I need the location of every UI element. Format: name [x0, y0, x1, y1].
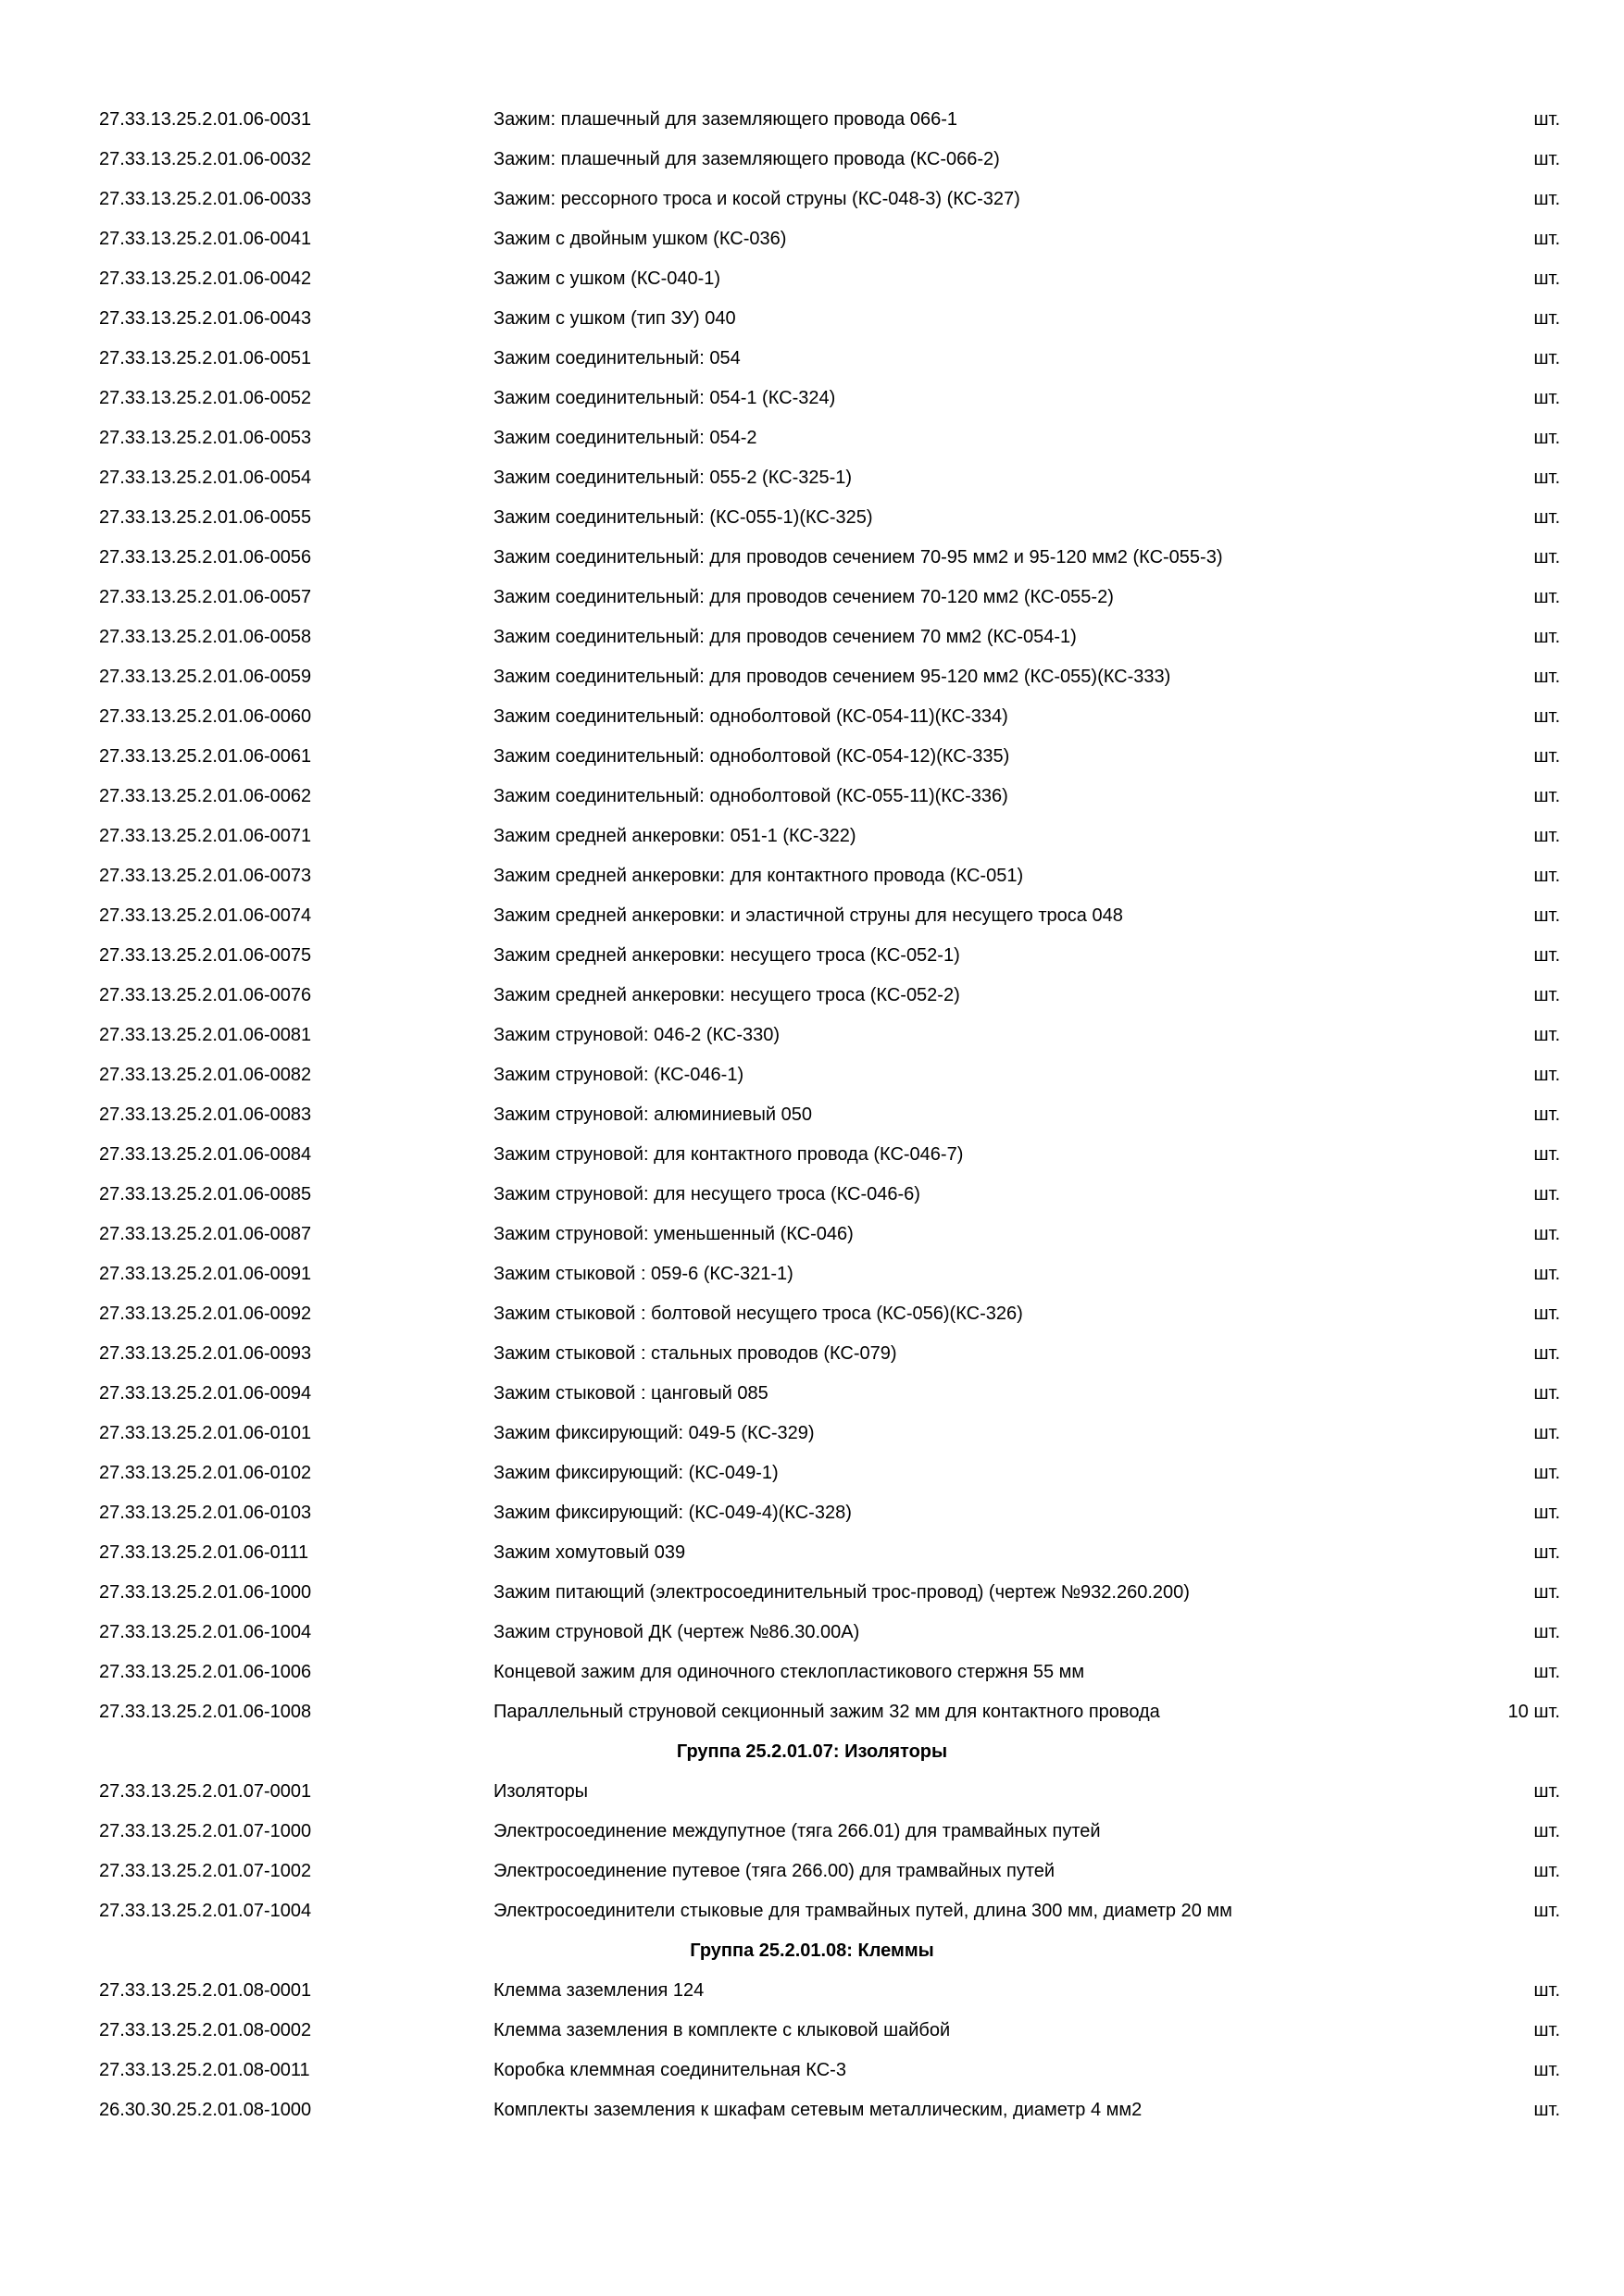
item-code: 27.33.13.25.2.01.06-0111: [99, 1542, 309, 1563]
item-code: 27.33.13.25.2.01.06-0101: [99, 1423, 312, 1443]
item-unit: шт.: [1533, 1781, 1560, 1802]
list-item: [0, 1374, 1624, 1414]
list-item: [0, 976, 1624, 1016]
item-code: 27.33.13.25.2.01.07-1000: [99, 1821, 312, 1841]
item-unit: шт.: [1533, 1224, 1560, 1244]
list-item: [0, 896, 1624, 936]
item-unit: шт.: [1533, 945, 1560, 966]
item-unit: шт.: [1533, 2060, 1560, 2080]
item-unit: шт.: [1533, 1980, 1560, 2001]
item-name: Электросоединение междупутное (тяга 266.01) для трамвайных путей: [493, 1821, 1101, 1841]
list-item: [0, 1334, 1624, 1374]
item-unit: шт.: [1533, 1622, 1560, 1642]
item-code: 27.33.13.25.2.01.06-0062: [99, 786, 312, 806]
item-unit: шт.: [1533, 1901, 1560, 1921]
item-code: 27.33.13.25.2.01.08-0011: [99, 2060, 310, 2080]
item-code: 27.33.13.25.2.01.06-0058: [99, 627, 312, 647]
list-item: [0, 418, 1624, 458]
item-code: 27.33.13.25.2.01.06-0081: [99, 1025, 312, 1045]
item-name: Зажим соединительный: одноболтовой (КС-055-11)(КС-336): [493, 786, 1008, 806]
list-item: [0, 100, 1624, 140]
item-code: 27.33.13.25.2.01.06-0076: [99, 985, 312, 1005]
item-unit: шт.: [1533, 587, 1560, 607]
item-unit: шт.: [1533, 826, 1560, 846]
item-unit: шт.: [1533, 706, 1560, 727]
list-item: [0, 1055, 1624, 1095]
list-item: [0, 1095, 1624, 1135]
list-item: [0, 697, 1624, 737]
item-unit: шт.: [1533, 468, 1560, 488]
list-item: [0, 299, 1624, 339]
list-item: [0, 856, 1624, 896]
list-item: [0, 1812, 1624, 1852]
item-code: 27.33.13.25.2.01.06-0082: [99, 1065, 312, 1085]
item-unit: шт.: [1533, 189, 1560, 209]
list-item: [0, 538, 1624, 578]
item-unit: шт.: [1533, 547, 1560, 568]
list-item: [0, 1772, 1624, 1812]
item-code: 27.33.13.25.2.01.06-1008: [99, 1702, 312, 1722]
list-item: [0, 578, 1624, 618]
item-name: Зажим струновой: для контактного провода (КС-046-7): [493, 1144, 964, 1165]
item-code: 27.33.13.25.2.01.06-0103: [99, 1503, 312, 1523]
list-item: [0, 1971, 1624, 2011]
item-name: Зажим фиксирующий: 049-5 (КС-329): [493, 1423, 815, 1443]
list-item: [0, 1533, 1624, 1573]
item-name: Зажим стыковой : 059-6 (КС-321-1): [493, 1264, 793, 1284]
list-item: [0, 1573, 1624, 1613]
item-code: 27.33.13.25.2.01.06-0073: [99, 866, 312, 886]
item-unit: шт.: [1533, 1184, 1560, 1204]
item-name: Зажим с ушком (тип ЗУ) 040: [493, 308, 736, 329]
item-name: Зажим с ушком (КС-040-1): [493, 268, 721, 289]
list-item: [0, 339, 1624, 379]
item-unit: шт.: [1533, 1065, 1560, 1085]
item-name: Зажим фиксирующий: (КС-049-4)(КС-328): [493, 1503, 852, 1523]
item-code: 27.33.13.25.2.01.06-0053: [99, 428, 312, 448]
item-code: 27.33.13.25.2.01.06-0052: [99, 388, 312, 408]
item-unit: 10 шт.: [1507, 1702, 1560, 1722]
item-name: Концевой зажим для одиночного стеклопластикового стержня 55 мм: [493, 1662, 1085, 1682]
item-name: Зажим соединительный: 054: [493, 348, 741, 368]
item-code: 27.33.13.25.2.01.06-0051: [99, 348, 312, 368]
item-unit: шт.: [1533, 308, 1560, 329]
item-code: 27.33.13.25.2.01.06-0085: [99, 1184, 312, 1204]
item-code: 27.33.13.25.2.01.07-1004: [99, 1901, 312, 1921]
item-code: 27.33.13.25.2.01.06-0054: [99, 468, 312, 488]
list-item: [0, 1135, 1624, 1175]
list-item: [0, 1414, 1624, 1454]
list-item: [0, 498, 1624, 538]
item-name: Параллельный струновой секционный зажим 32 мм для контактного провода: [493, 1702, 1160, 1722]
item-code: 27.33.13.25.2.01.06-0059: [99, 667, 312, 687]
group-heading: Группа 25.2.01.07: Изоляторы: [676, 1741, 948, 1762]
item-unit: шт.: [1533, 268, 1560, 289]
list-item: [0, 2051, 1624, 2090]
item-name: Зажим соединительный: 054-1 (КС-324): [493, 388, 836, 408]
list-item: [0, 180, 1624, 219]
list-item: [0, 737, 1624, 777]
item-name: Зажим струновой: 046-2 (КС-330): [493, 1025, 781, 1045]
item-code: 27.33.13.25.2.01.06-1004: [99, 1622, 312, 1642]
item-name: Зажим струновой: (КС-046-1): [493, 1065, 744, 1085]
item-unit: шт.: [1533, 1503, 1560, 1523]
item-unit: шт.: [1533, 1821, 1560, 1841]
item-code: 27.33.13.25.2.01.07-1002: [99, 1861, 312, 1881]
item-name: Зажим питающий (электросоединительный трос-провод) (чертеж №932.260.200): [493, 1582, 1190, 1603]
item-name: Зажим соединительный: для проводов сечением 70-120 мм2 (КС-055-2): [493, 587, 1114, 607]
item-code: 27.33.13.25.2.01.08-0002: [99, 2020, 312, 2040]
item-code: 27.33.13.25.2.01.06-0071: [99, 826, 312, 846]
item-code: 27.33.13.25.2.01.06-0055: [99, 507, 312, 528]
item-unit: шт.: [1533, 1582, 1560, 1603]
item-code: 26.30.30.25.2.01.08-1000: [99, 2100, 312, 2120]
list-item: [0, 259, 1624, 299]
item-unit: шт.: [1533, 1861, 1560, 1881]
item-code: 27.33.13.25.2.01.06-0056: [99, 547, 312, 568]
item-unit: шт.: [1533, 1304, 1560, 1324]
item-name: Клемма заземления в комплекте с клыковой шайбой: [493, 2020, 951, 2040]
item-unit: шт.: [1533, 1144, 1560, 1165]
item-unit: шт.: [1533, 1662, 1560, 1682]
item-code: 27.33.13.25.2.01.06-0093: [99, 1343, 312, 1364]
list-item: [0, 219, 1624, 259]
item-name: Зажим фиксирующий: (КС-049-1): [493, 1463, 779, 1483]
item-name: Зажим соединительный: 055-2 (КС-325-1): [493, 468, 853, 488]
item-unit: шт.: [1533, 1383, 1560, 1404]
item-code: 27.33.13.25.2.01.06-0061: [99, 746, 312, 767]
item-unit: шт.: [1533, 746, 1560, 767]
item-name: Зажим струновой ДК (чертеж №86.30.00А): [493, 1622, 860, 1642]
list-item: [0, 2011, 1624, 2051]
item-name: Комплекты заземления к шкафам сетевым металлическим, диаметр 4 мм2: [493, 2100, 1143, 2120]
item-name: Зажим средней анкеровки: несущего троса (КС-052-1): [493, 945, 960, 966]
item-name: Зажим средней анкеровки: и эластичной струны для несущего троса 048: [493, 905, 1123, 926]
list-item: [0, 1692, 1624, 1732]
list-item: [0, 657, 1624, 697]
item-code: 27.33.13.25.2.01.06-0087: [99, 1224, 312, 1244]
item-code: 27.33.13.25.2.01.06-0033: [99, 189, 312, 209]
item-code: 27.33.13.25.2.01.07-0001: [99, 1781, 312, 1802]
item-code: 27.33.13.25.2.01.06-0084: [99, 1144, 312, 1165]
item-unit: шт.: [1533, 1104, 1560, 1125]
item-unit: шт.: [1533, 985, 1560, 1005]
item-name: Зажим: плашечный для заземляющего провода (КС-066-2): [493, 149, 1000, 169]
list-item: [0, 379, 1624, 418]
item-unit: шт.: [1533, 1343, 1560, 1364]
item-code: 27.33.13.25.2.01.06-0041: [99, 229, 312, 249]
item-name: Зажим соединительный: одноболтовой (КС-054-12)(КС-335): [493, 746, 1010, 767]
item-name: Зажим стыковой : цанговый 085: [493, 1383, 768, 1404]
item-name: Зажим соединительный: для проводов сечением 95-120 мм2 (КС-055)(КС-333): [493, 667, 1171, 687]
item-unit: шт.: [1533, 507, 1560, 528]
item-name: Зажим соединительный: одноболтовой (КС-054-11)(КС-334): [493, 706, 1008, 727]
list-item: [0, 1653, 1624, 1692]
item-name: Зажим соединительный: для проводов сечением 70 мм2 (КС-054-1): [493, 627, 1077, 647]
item-unit: шт.: [1533, 1463, 1560, 1483]
item-name: Зажим средней анкеровки: 051-1 (КС-322): [493, 826, 856, 846]
item-name: Коробка клеммная соединительная КС-3: [493, 2060, 846, 2080]
item-code: 27.33.13.25.2.01.06-0094: [99, 1383, 312, 1404]
item-name: Электросоединение путевое (тяга 266.00) для трамвайных путей: [493, 1861, 1056, 1881]
item-code: 27.33.13.25.2.01.06-1000: [99, 1582, 312, 1603]
list-item: [0, 1215, 1624, 1254]
item-name: Зажим струновой: уменьшенный (КС-046): [493, 1224, 854, 1244]
list-item: [0, 618, 1624, 657]
item-unit: шт.: [1533, 786, 1560, 806]
item-unit: шт.: [1533, 229, 1560, 249]
item-name: Зажим стыковой : болтовой несущего троса (КС-056)(КС-326): [493, 1304, 1023, 1324]
item-unit: шт.: [1533, 348, 1560, 368]
item-code: 27.33.13.25.2.01.06-0060: [99, 706, 312, 727]
list-item: [0, 458, 1624, 498]
item-name: Зажим: плашечный для заземляющего провода 066-1: [493, 109, 957, 130]
group-heading: Группа 25.2.01.08: Клеммы: [690, 1940, 934, 1961]
list-item: [0, 1175, 1624, 1215]
list-item: [0, 1852, 1624, 1891]
item-name: Электросоединители стыковые для трамвайных путей, длина 300 мм, диаметр 20 мм: [493, 1901, 1232, 1921]
list-item: [0, 777, 1624, 817]
item-unit: шт.: [1533, 2100, 1560, 2120]
list-item: [0, 1254, 1624, 1294]
item-unit: шт.: [1533, 1423, 1560, 1443]
list-item: [0, 140, 1624, 180]
item-unit: шт.: [1533, 866, 1560, 886]
item-name: Зажим струновой: алюминиевый 050: [493, 1104, 813, 1125]
item-unit: шт.: [1533, 905, 1560, 926]
item-name: Изоляторы: [493, 1781, 589, 1802]
item-code: 27.33.13.25.2.01.06-0043: [99, 308, 312, 329]
item-name: Зажим соединительный: для проводов сечением 70-95 мм2 и 95-120 мм2 (КС-055-3): [493, 547, 1223, 568]
item-code: 27.33.13.25.2.01.06-0057: [99, 587, 312, 607]
item-code: 27.33.13.25.2.01.06-0032: [99, 149, 312, 169]
list-item: [0, 1613, 1624, 1653]
item-name: Зажим с двойным ушком (КС-036): [493, 229, 787, 249]
list-item: [0, 2090, 1624, 2130]
item-unit: шт.: [1533, 428, 1560, 448]
item-unit: шт.: [1533, 667, 1560, 687]
item-name: Зажим стыковой : стальных проводов (КС-079): [493, 1343, 897, 1364]
item-name: Клемма заземления 124: [493, 1980, 705, 2001]
item-code: 27.33.13.25.2.01.06-0075: [99, 945, 312, 966]
item-name: Зажим соединительный: (КС-055-1)(КС-325): [493, 507, 873, 528]
item-unit: шт.: [1533, 388, 1560, 408]
list-item: [0, 1294, 1624, 1334]
item-unit: шт.: [1533, 109, 1560, 130]
item-unit: шт.: [1533, 1542, 1560, 1563]
item-name: Зажим хомутовый 039: [493, 1542, 686, 1563]
item-code: 27.33.13.25.2.01.06-0102: [99, 1463, 312, 1483]
item-unit: шт.: [1533, 1025, 1560, 1045]
list-item: [0, 936, 1624, 976]
item-name: Зажим струновой: для несущего троса (КС-046-6): [493, 1184, 920, 1204]
list-item: [0, 1016, 1624, 1055]
item-unit: шт.: [1533, 627, 1560, 647]
item-unit: шт.: [1533, 149, 1560, 169]
item-code: 27.33.13.25.2.01.06-0074: [99, 905, 312, 926]
item-name: Зажим средней анкеровки: для контактного провода (КС-051): [493, 866, 1024, 886]
item-code: 27.33.13.25.2.01.06-0083: [99, 1104, 312, 1125]
item-code: 27.33.13.25.2.01.06-0031: [99, 109, 312, 130]
item-name: Зажим соединительный: 054-2: [493, 428, 757, 448]
list-item: [0, 1891, 1624, 1931]
item-unit: шт.: [1533, 2020, 1560, 2040]
item-name: Зажим: рессорного троса и косой струны (КС-048-3) (КС-327): [493, 189, 1020, 209]
list-item: [0, 1454, 1624, 1493]
item-name: Зажим средней анкеровки: несущего троса (КС-052-2): [493, 985, 960, 1005]
item-code: 27.33.13.25.2.01.06-0092: [99, 1304, 312, 1324]
list-item: [0, 817, 1624, 856]
item-code: 27.33.13.25.2.01.06-1006: [99, 1662, 312, 1682]
list-item: [0, 1493, 1624, 1533]
item-code: 27.33.13.25.2.01.06-0091: [99, 1264, 312, 1284]
item-unit: шт.: [1533, 1264, 1560, 1284]
item-code: 27.33.13.25.2.01.06-0042: [99, 268, 312, 289]
item-code: 27.33.13.25.2.01.08-0001: [99, 1980, 312, 2001]
